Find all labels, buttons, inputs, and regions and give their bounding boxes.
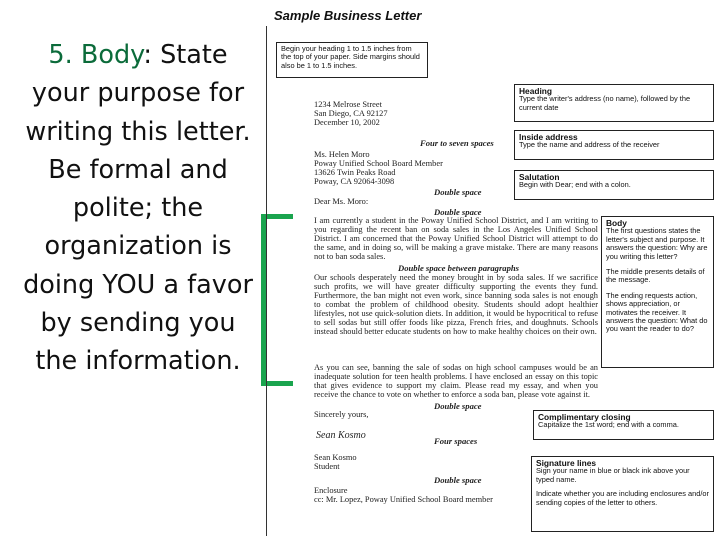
body-callout-ending: The ending requests action, shows appreciation, or motivates the receiver. It answers the question: What do you want the reader to do? — [606, 290, 708, 334]
closing-callout-title: Complimentary closing — [538, 412, 631, 422]
inside-address — [314, 150, 514, 186]
typed-name: Sean Kosmo — [314, 453, 357, 462]
heading-callout — [514, 84, 714, 122]
body-callout-purpose: The first questions states the letter's subject and purpose. It answers the question: Why are you writing this letter? — [606, 226, 708, 261]
spacing-note: Double space — [434, 475, 482, 485]
signature-callout — [531, 456, 714, 532]
spacing-note: Double space between paragraphs — [398, 263, 520, 273]
spacing-note: Four spaces — [434, 436, 478, 446]
paragraph-1: I am currently a student in the Poway Unified School District, and I am writing to you regarding the recent ban on soda sales in the Los Angeles Unified School District. I am concerned that the Poway Unified School District will attempt to do the same, and in doing so, will be making a grave mistake. There are many reasons not to ban soda sales. — [314, 216, 598, 261]
paragraph-3: As you can see, banning the sale of sodas on high school campuses would be an inadequate solution for teen health problems. I have enclosed an essay on this topic that gives evidence to support my claim. Please read my essay, and when you receive the chance to vote on whether to enforce a soda ban, please vote against it. — [314, 363, 598, 399]
address-line: 1234 Melrose Street — [314, 100, 382, 109]
enclosure-line: Enclosure — [314, 486, 348, 495]
spacing-note: Double space — [434, 207, 482, 217]
recipient-line: Ms. Helen Moro — [314, 150, 370, 159]
cc-line: cc: Mr. Lopez, Poway Unified School Board member — [314, 495, 493, 504]
salutation-callout-title: Salutation — [519, 172, 560, 182]
body-explanation — [20, 36, 256, 381]
address-line: San Diego, CA 92127 — [314, 109, 388, 118]
section-heading: 5. Body — [48, 40, 144, 70]
signature-callout-text: Sign your name in blue or black ink above your typed name. — [536, 466, 690, 484]
enclosure-block — [314, 486, 534, 504]
salutation: Dear Ms. Moro: — [314, 197, 369, 206]
inside-address-callout-title: Inside address — [519, 132, 578, 142]
spacing-note: Double space — [434, 401, 482, 411]
heading-callout-text: Type the writer's address (no name), followed by the current date — [519, 94, 691, 112]
enclosure-callout-text: Indicate whether you are including enclosures and/or sending copies of the letter to others. — [536, 489, 709, 507]
typed-signature — [314, 453, 434, 471]
letter-date: December 10, 2002 — [314, 118, 380, 127]
salutation-callout-text: Begin with Dear; end with a colon. — [519, 180, 631, 190]
section-description: : State your purpose for writing this letter. Be formal and polite; the organization is doing YOU a favor by sending you the information. — [23, 40, 253, 377]
spacing-note: Four to seven spaces — [420, 138, 494, 148]
recipient-line: Poway, CA 92064-3098 — [314, 177, 395, 186]
heading-callout-title: Heading — [519, 86, 553, 96]
handwritten-signature: Sean Kosmo — [316, 430, 366, 441]
closing-callout-text: Capitalize the 1st word; end with a comma. — [538, 420, 679, 430]
recipient-line: 13626 Twin Peaks Road — [314, 168, 396, 177]
salutation-callout — [514, 170, 714, 200]
signature-callout-title: Signature lines — [536, 458, 597, 468]
writer-title: Student — [314, 462, 340, 471]
spacing-note: Double space — [434, 187, 482, 197]
sample-letter-title: Sample Business Letter — [274, 8, 422, 23]
inside-address-callout — [514, 130, 714, 160]
body-callout-title: Body — [606, 218, 627, 228]
paragraph-2: Our schools desperately need the money brought in by soda sales. If we sacrifice such profits, we will have greater difficulty supporting the events they fund. Furthermore, the ban might not even work, since banning soda sales is not enough to combat the problem of childhood obesity. Students should adopt healthier lifestyles, not use quick-solution diets. In addition, it would be hypocritical to refuse to sell sodas but still offer foods like pizza, French fries, and doughnuts. Schools instead should better educate students on how to make healthy choices on their own. — [314, 273, 598, 336]
inside-address-callout-text: Type the name and address of the receiver — [519, 140, 660, 150]
closing-callout — [533, 410, 714, 440]
recipient-line: Poway Unified School Board Member — [314, 159, 443, 168]
margin-callout-text: Begin your heading 1 to 1.5 inches from the top of your paper. Side margins should also be 1 to 1.5 inches. — [281, 44, 420, 70]
body-callout-middle: The middle presents details of the message. — [606, 267, 705, 285]
body-callout — [601, 216, 714, 368]
complimentary-closing: Sincerely yours, — [314, 410, 369, 419]
margin-callout — [276, 42, 428, 78]
writer-address — [314, 100, 504, 127]
